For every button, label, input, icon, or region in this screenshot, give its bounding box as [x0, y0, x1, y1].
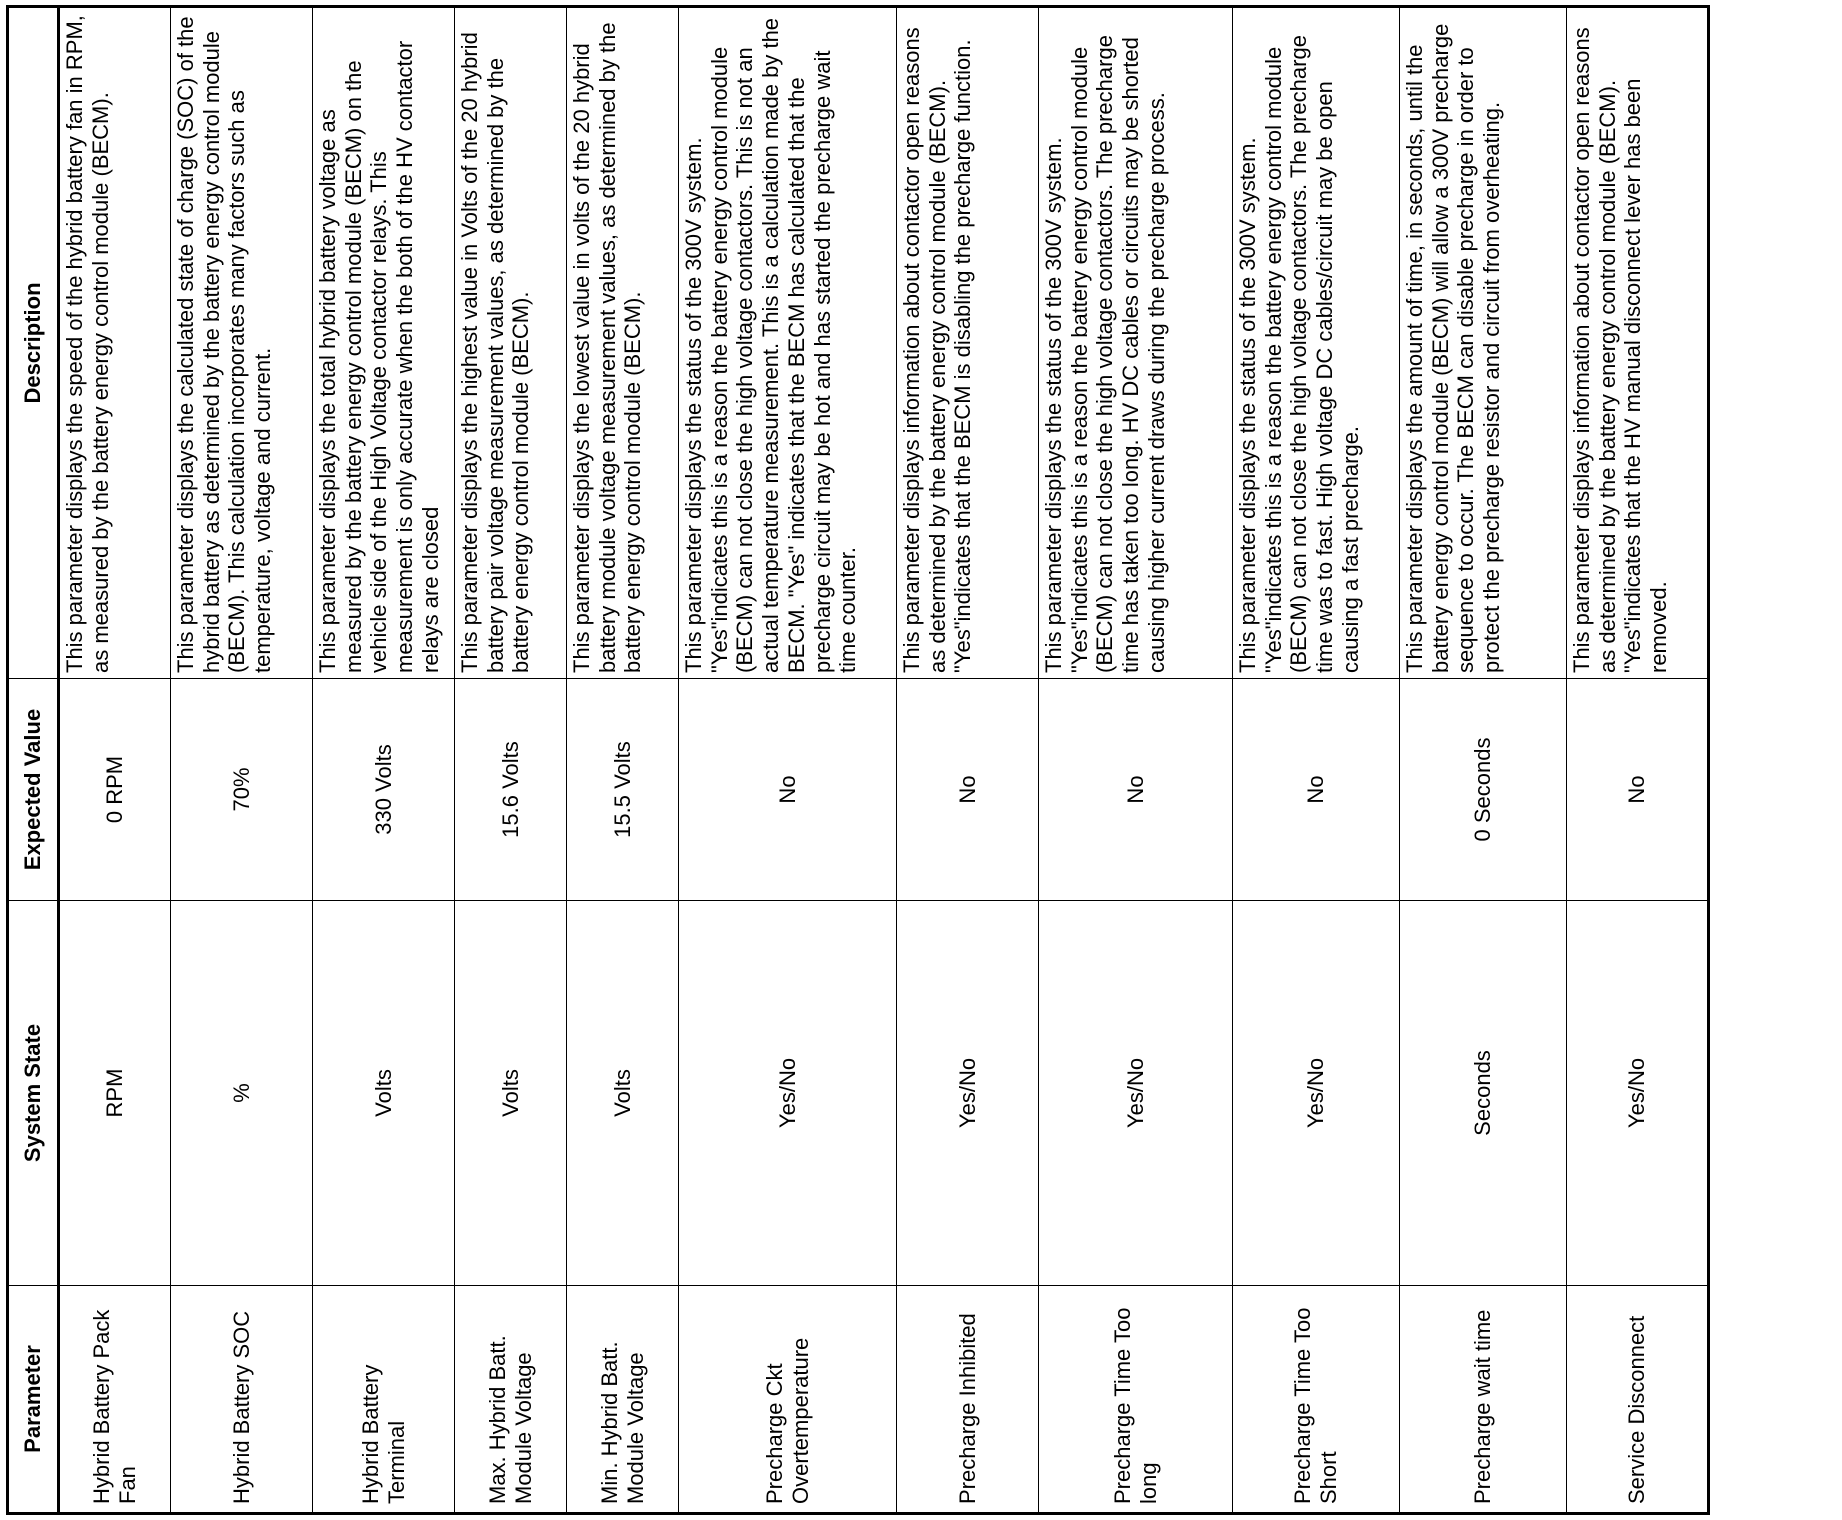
system-state-cell: RPM: [59, 901, 171, 1286]
expected-value-cell: 70%: [171, 679, 313, 901]
description-cell: This parameter displays information about contactor open reasons as determined by the battery energy control module (BECM). "Yes"indicates that the BECM is disabling the precharge function.: [897, 7, 1039, 679]
parameter-cell: [679, 1286, 897, 1514]
system-state-cell: Volts: [567, 901, 679, 1286]
system-state-cell: %: [171, 901, 313, 1286]
description-cell: This parameter displays the speed of the hybrid battery fan in RPM, as measured by the battery energy control module (BECM).: [59, 7, 171, 679]
system-state-cell: Yes/No: [1039, 901, 1233, 1286]
parameter-name: Hybrid Battery Terminal: [357, 1364, 409, 1504]
expected-value-cell: 0 Seconds: [1400, 679, 1567, 901]
parameter-cell: [313, 1286, 455, 1514]
expected-value-cell: 0 RPM: [59, 679, 171, 901]
parameter-cell: [1400, 1286, 1567, 1514]
table-row: [313, 7, 455, 1514]
table-row: [1039, 7, 1233, 1514]
parameter-name: Precharge wait time: [1470, 1309, 1496, 1504]
table-row: [567, 7, 679, 1514]
system-state-cell: Seconds: [1400, 901, 1567, 1286]
expected-value-cell: No: [679, 679, 897, 901]
parameter-cell: [59, 1286, 171, 1514]
table-row: [1233, 7, 1400, 1514]
expected-value-cell: No: [897, 679, 1039, 901]
header-system-state: System State: [8, 901, 59, 1286]
parameter-cell: [897, 1286, 1039, 1514]
parameter-name: Service Disconnect: [1624, 1315, 1650, 1504]
parameter-name: Precharge Inhibited: [954, 1313, 980, 1504]
parameter-cell: [1567, 1286, 1709, 1514]
description-cell: This parameter displays the calculated state of charge (SOC) of the hybrid battery as determined by the battery energy control module (BECM). This calculation incorporates many factors such as temperature, voltage and current.: [171, 7, 313, 679]
expected-value-cell: 15.6 Volts: [455, 679, 567, 901]
table-row: [679, 7, 897, 1514]
parameter-name: Precharge Time Too Short: [1290, 1307, 1341, 1504]
expected-value-cell: 330 Volts: [313, 679, 455, 901]
header-description: Description: [8, 7, 59, 679]
system-state-cell: Yes/No: [1567, 901, 1709, 1286]
expected-value-cell: No: [1567, 679, 1709, 901]
parameter-name: Max. Hybrid Batt. Module Voltage: [484, 1335, 536, 1504]
parameter-cell: [1233, 1286, 1400, 1514]
description-cell: This parameter displays the status of the 300V system. "Yes"indicates this is a reason the battery energy control module (BECM) can not close the high voltage contactors. The precharge time was to fast. High voltage DC cables/circuit may be open causing a fast precharge.: [1233, 7, 1400, 679]
expected-value-cell: No: [1039, 679, 1233, 901]
header-expected-value: Expected Value: [8, 679, 59, 901]
description-cell: This parameter displays information about contactor open reasons as determined by the battery energy control module (BECM). "Yes"indicates that the HV manual disconnect lever has been removed.: [1567, 7, 1709, 679]
header-parameter: Parameter: [8, 1286, 59, 1514]
header-row: [8, 7, 59, 1514]
table-row: [897, 7, 1039, 1514]
table-row: [1567, 7, 1709, 1514]
parameter-cell: [1039, 1286, 1233, 1514]
table-row: [1400, 7, 1567, 1514]
table-row: [455, 7, 567, 1514]
system-state-cell: Volts: [455, 901, 567, 1286]
parameter-name: Precharge Ckt Overtemperature: [761, 1337, 813, 1504]
description-cell: This parameter displays the lowest value in volts of the 20 hybrid battery module voltage measurement values, as determined by the battery energy control module (BECM).: [567, 7, 679, 679]
parameter-name: Precharge Time Too long: [1109, 1307, 1161, 1504]
parameter-name: Hybrid Battery Pack Fan: [89, 1309, 140, 1504]
expected-value-cell: 15.5 Volts: [567, 679, 679, 901]
system-state-cell: Yes/No: [897, 901, 1039, 1286]
expected-value-cell: No: [1233, 679, 1400, 901]
parameter-table: [6, 5, 1710, 1515]
system-state-cell: Yes/No: [679, 901, 897, 1286]
table-row: [171, 7, 313, 1514]
description-cell: This parameter displays the amount of time, in seconds, until the battery energy control module (BECM) will allow a 300V precharge sequence to occur. The BECM can disable precharge in order to protect the precharge resistor and circuit from overheating.: [1400, 7, 1567, 679]
parameter-name: Min. Hybrid Batt. Module Voltage: [596, 1341, 648, 1504]
system-state-cell: Volts: [313, 901, 455, 1286]
system-state-cell: Yes/No: [1233, 901, 1400, 1286]
description-cell: This parameter displays the status of the 300V system. "Yes"indicates this is a reason the battery energy control module (BECM) can not close the high voltage contactors. The precharge time has taken too long. HV DC cables or circuits may be shorted causing higher current draws during the precharge process.: [1039, 7, 1233, 679]
parameter-cell: [455, 1286, 567, 1514]
description-cell: This parameter displays the highest value in Volts of the 20 hybrid battery pair voltage measurement values, as determined by the battery energy control module (BECM).: [455, 7, 567, 679]
parameter-cell: [171, 1286, 313, 1514]
description-cell: This parameter displays the total hybrid battery voltage as measured by the battery energy control module (BECM) on the vehicle side of the High Voltage contactor relays. This measurement is only accurate when the both of the HV contactor relays are closed: [313, 7, 455, 679]
table-row: [59, 7, 171, 1514]
description-cell: This parameter displays the status of the 300V system. "Yes"indicates this is a reason the battery energy control module (BECM) can not close the high voltage contactors. This is not an actual temperature measurement. This is a calculation made by the BECM. "Yes" indicates that the BECM has calculated that the precharge circuit may be hot and has started the precharge wait time counter.: [679, 7, 897, 679]
parameter-cell: [567, 1286, 679, 1514]
parameter-name: Hybrid Battery SOC: [228, 1310, 254, 1504]
